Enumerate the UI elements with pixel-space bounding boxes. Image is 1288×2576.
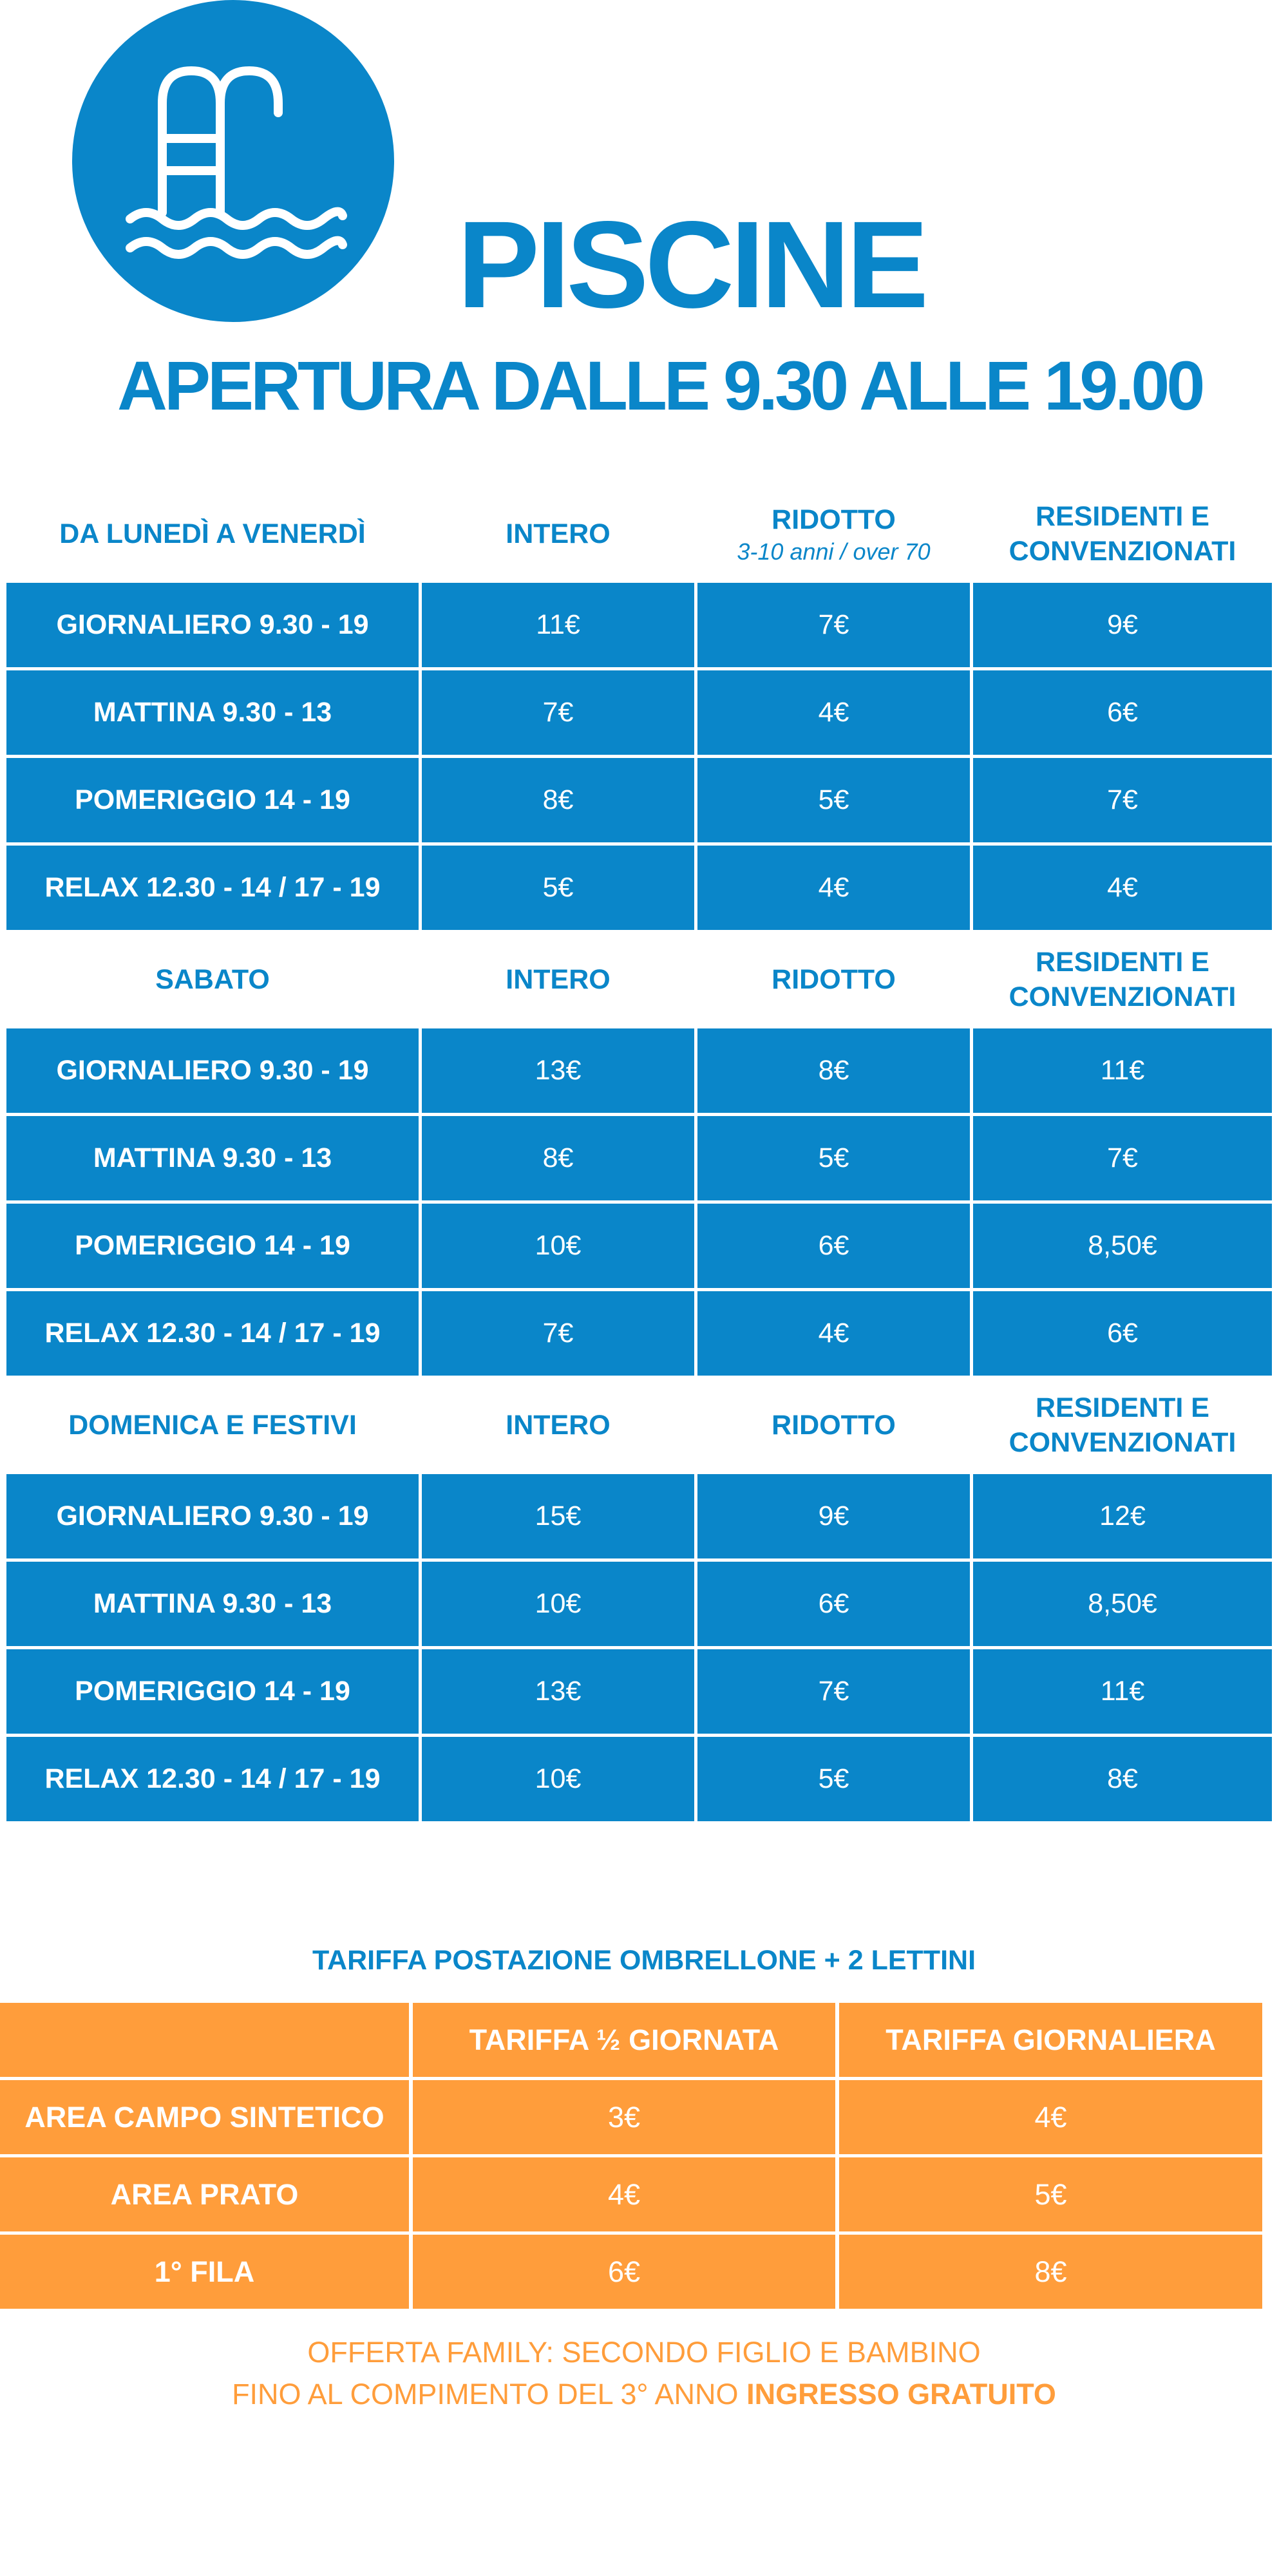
column-header-period: DOMENICA E FESTIVI [68, 1410, 357, 1441]
price-residents: 6€ [973, 670, 1272, 755]
row-label: RELAX 12.30 - 14 / 17 - 19 [6, 1291, 419, 1376]
pool-ladder-icon [72, 0, 394, 322]
row-label: 1° FILA [0, 2235, 409, 2309]
price-reduced: 7€ [697, 583, 970, 667]
price-residents: 11€ [973, 1649, 1272, 1734]
price-full-day: 5€ [839, 2157, 1262, 2231]
price-reduced: 7€ [697, 1649, 970, 1734]
offer-line-2 [0, 2373, 1288, 2415]
price-reduced: 5€ [697, 758, 970, 842]
row-label: AREA PRATO [0, 2157, 409, 2231]
price-reduced: 8€ [697, 1028, 970, 1113]
column-header-half-day: TARIFFA ½ GIORNATA [413, 2003, 835, 2077]
price-full: 7€ [422, 670, 694, 755]
offer-line-2-text: FINO AL COMPIMENTO DEL 3° ANNO [232, 2378, 747, 2411]
price-reduced: 4€ [697, 1291, 970, 1376]
pool-logo [72, 0, 394, 322]
column-header-full-day: TARIFFA GIORNALIERA [839, 2003, 1262, 2077]
table-header [6, 932, 1272, 1028]
column-header-reduced: RIDOTTO [772, 964, 896, 996]
table-row [6, 1291, 1272, 1376]
table-row [6, 1028, 1272, 1113]
price-residents: 8,50€ [973, 1204, 1272, 1288]
price-residents: 7€ [973, 1116, 1272, 1200]
reduced-note: 3-10 anni / over 70 [737, 538, 931, 565]
price-reduced: 6€ [697, 1562, 970, 1646]
table-row [6, 758, 1272, 842]
row-label: GIORNALIERO 9.30 - 19 [6, 583, 419, 667]
column-header-residents: RESIDENTI E CONVENZIONATI [1009, 947, 1236, 1012]
table-row [0, 2080, 1262, 2154]
offer-highlight: INGRESSO GRATUITO [746, 2378, 1056, 2411]
column-header-residents: RESIDENTI E CONVENZIONATI [1009, 501, 1236, 567]
row-label: GIORNALIERO 9.30 - 19 [6, 1474, 419, 1558]
umbrella-rates-table [0, 2003, 1262, 2312]
column-header-reduced: RIDOTTO [772, 1410, 896, 1441]
column-header-period: SABATO [155, 964, 270, 996]
price-reduced: 5€ [697, 1116, 970, 1200]
price-reduced: 4€ [697, 670, 970, 755]
umbrella-rates-title: TARIFFA POSTAZIONE OMBRELLONE + 2 LETTINI [312, 1945, 976, 1976]
price-residents: 8€ [973, 1737, 1272, 1821]
table-row [6, 1562, 1272, 1646]
price-full: 5€ [422, 846, 694, 930]
price-full: 10€ [422, 1204, 694, 1288]
price-residents: 7€ [973, 758, 1272, 842]
row-label: RELAX 12.30 - 14 / 17 - 19 [6, 846, 419, 930]
reduced-label: RIDOTTO [772, 504, 896, 535]
column-header-reduced [697, 486, 970, 583]
table-row [6, 670, 1272, 755]
row-label: MATTINA 9.30 - 13 [6, 1116, 419, 1200]
price-full: 7€ [422, 1291, 694, 1376]
page-title: PISCINE [457, 195, 925, 334]
weekday-price-table [6, 486, 1272, 933]
price-residents: 11€ [973, 1028, 1272, 1113]
row-label: POMERIGGIO 14 - 19 [6, 1649, 419, 1734]
price-reduced: 4€ [697, 846, 970, 930]
row-label: GIORNALIERO 9.30 - 19 [6, 1028, 419, 1113]
price-reduced: 5€ [697, 1737, 970, 1821]
price-residents: 12€ [973, 1474, 1272, 1558]
price-residents: 9€ [973, 583, 1272, 667]
table-row [6, 846, 1272, 930]
holiday-price-table [6, 1378, 1272, 1824]
column-header-full: INTERO [506, 1410, 611, 1441]
price-half-day: 6€ [413, 2235, 835, 2309]
price-residents: 8,50€ [973, 1562, 1272, 1646]
table-row [6, 1474, 1272, 1558]
table-row [6, 1737, 1272, 1821]
price-full-day: 8€ [839, 2235, 1262, 2309]
row-label: MATTINA 9.30 - 13 [6, 670, 419, 755]
price-full: 15€ [422, 1474, 694, 1558]
price-reduced: 9€ [697, 1474, 970, 1558]
saturday-price-table [6, 932, 1272, 1379]
row-label: MATTINA 9.30 - 13 [6, 1562, 419, 1646]
row-label: RELAX 12.30 - 14 / 17 - 19 [6, 1737, 419, 1821]
price-full: 10€ [422, 1562, 694, 1646]
row-label: POMERIGGIO 14 - 19 [6, 1204, 419, 1288]
price-half-day: 3€ [413, 2080, 835, 2154]
table-row [0, 2157, 1262, 2231]
table-row [0, 2235, 1262, 2309]
offer-line-1: OFFERTA FAMILY: SECONDO FIGLIO E BAMBINO [307, 2336, 981, 2369]
column-header-period: DA LUNEDÌ A VENERDÌ [59, 518, 366, 550]
column-header-area [0, 2003, 409, 2077]
table-row [6, 1116, 1272, 1200]
table-header [0, 2003, 1262, 2077]
price-full: 13€ [422, 1028, 694, 1113]
price-reduced: 6€ [697, 1204, 970, 1288]
table-header [6, 1378, 1272, 1474]
family-offer [0, 2331, 1288, 2416]
column-header-full: INTERO [506, 964, 611, 996]
table-row [6, 583, 1272, 667]
table-header [6, 486, 1272, 583]
price-residents: 6€ [973, 1291, 1272, 1376]
column-header-full: INTERO [506, 518, 611, 550]
price-full: 10€ [422, 1737, 694, 1821]
row-label: AREA CAMPO SINTETICO [0, 2080, 409, 2154]
opening-hours: APERTURA DALLE 9.30 ALLE 19.00 [117, 346, 1202, 424]
table-row [6, 1204, 1272, 1288]
row-label: POMERIGGIO 14 - 19 [6, 758, 419, 842]
price-full: 11€ [422, 583, 694, 667]
price-full: 13€ [422, 1649, 694, 1734]
price-full: 8€ [422, 1116, 694, 1200]
price-half-day: 4€ [413, 2157, 835, 2231]
column-header-residents: RESIDENTI E CONVENZIONATI [1009, 1392, 1236, 1458]
price-full-day: 4€ [839, 2080, 1262, 2154]
table-row [6, 1649, 1272, 1734]
price-full: 8€ [422, 758, 694, 842]
price-residents: 4€ [973, 846, 1272, 930]
